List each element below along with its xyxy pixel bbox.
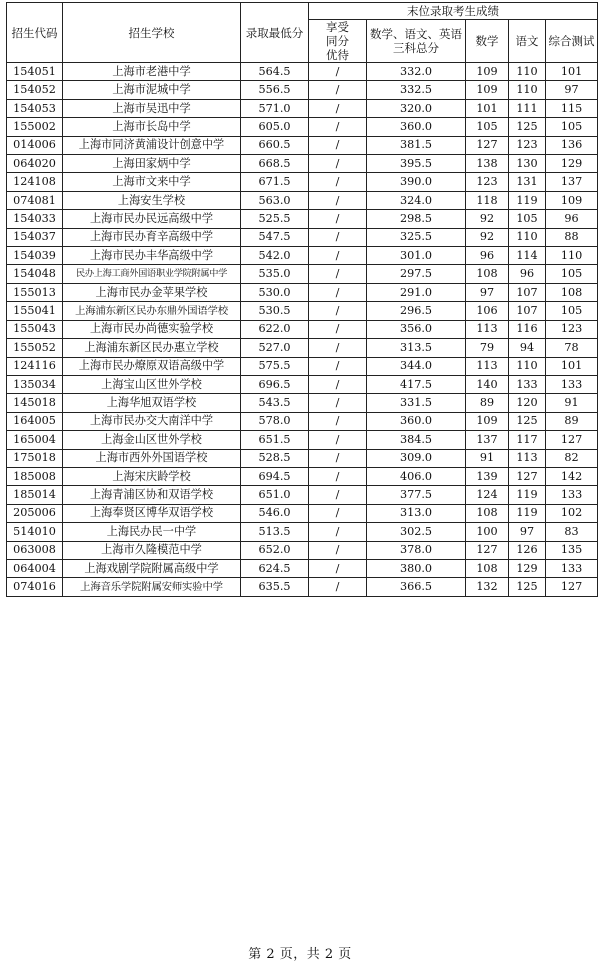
school-cell: 上海市民办金苹果学校	[63, 283, 241, 301]
comprehensive-cell: 83	[546, 523, 598, 541]
table-row	[7, 191, 598, 209]
three-subject-total-cell: 360.0	[367, 412, 466, 430]
school-cell: 上海安生学校	[63, 191, 241, 209]
code-cell: 145018	[7, 394, 63, 412]
table-row	[7, 394, 598, 412]
priority-cell: /	[309, 431, 367, 449]
chinese-cell: 114	[509, 247, 546, 265]
school-cell: 上海市民办丰华高级中学	[63, 247, 241, 265]
comprehensive-cell: 133	[546, 486, 598, 504]
min-score-cell: 527.0	[241, 339, 309, 357]
comprehensive-cell: 88	[546, 228, 598, 246]
code-cell: 154048	[7, 265, 63, 283]
chinese-cell: 96	[509, 265, 546, 283]
chinese-cell: 126	[509, 541, 546, 559]
math-cell: 108	[466, 265, 509, 283]
min-score-cell: 696.5	[241, 375, 309, 393]
code-cell: 154037	[7, 228, 63, 246]
comprehensive-cell: 129	[546, 155, 598, 173]
three-subject-total-cell: 332.0	[367, 63, 466, 81]
school-cell: 上海华旭双语学校	[63, 394, 241, 412]
table-row	[7, 81, 598, 99]
comprehensive-cell: 105	[546, 302, 598, 320]
chinese-cell: 131	[509, 173, 546, 191]
school-cell: 上海奉贤区博华双语学校	[63, 504, 241, 522]
code-cell: 154033	[7, 210, 63, 228]
three-subject-total-cell: 320.0	[367, 99, 466, 117]
math-cell: 101	[466, 99, 509, 117]
math-cell: 109	[466, 63, 509, 81]
min-score-cell: 635.5	[241, 578, 309, 596]
math-cell: 105	[466, 118, 509, 136]
comprehensive-cell: 115	[546, 99, 598, 117]
math-cell: 113	[466, 357, 509, 375]
code-cell: 155041	[7, 302, 63, 320]
math-cell: 113	[466, 320, 509, 338]
code-cell: 135034	[7, 375, 63, 393]
min-score-cell: 624.5	[241, 559, 309, 577]
math-cell: 127	[466, 541, 509, 559]
comprehensive-cell: 133	[546, 559, 598, 577]
min-score-cell: 651.5	[241, 431, 309, 449]
min-score-cell: 543.5	[241, 394, 309, 412]
math-cell: 137	[466, 431, 509, 449]
priority-cell: /	[309, 559, 367, 577]
priority-cell: /	[309, 265, 367, 283]
table-row	[7, 486, 598, 504]
school-cell: 上海市民办交大南洋中学	[63, 412, 241, 430]
three-subject-total-cell: 301.0	[367, 247, 466, 265]
header-comprehensive: 综合测试	[546, 20, 598, 63]
three-subject-total-cell: 291.0	[367, 283, 466, 301]
school-cell: 上海市西外外国语学校	[63, 449, 241, 467]
chinese-cell: 105	[509, 210, 546, 228]
chinese-cell: 119	[509, 504, 546, 522]
priority-cell: /	[309, 210, 367, 228]
chinese-cell: 125	[509, 578, 546, 596]
math-cell: 132	[466, 578, 509, 596]
math-cell: 108	[466, 504, 509, 522]
priority-cell: /	[309, 247, 367, 265]
school-cell: 上海民办民一中学	[63, 523, 241, 541]
min-score-cell: 535.0	[241, 265, 309, 283]
min-score-cell: 622.0	[241, 320, 309, 338]
comprehensive-cell: 96	[546, 210, 598, 228]
min-score-cell: 671.5	[241, 173, 309, 191]
code-cell: 124108	[7, 173, 63, 191]
code-cell: 154052	[7, 81, 63, 99]
comprehensive-cell: 101	[546, 357, 598, 375]
school-cell: 上海市长岛中学	[63, 118, 241, 136]
table-row	[7, 504, 598, 522]
admission-score-table	[6, 2, 598, 597]
table-row	[7, 578, 598, 596]
math-cell: 92	[466, 228, 509, 246]
math-cell: 123	[466, 173, 509, 191]
priority-cell: /	[309, 228, 367, 246]
priority-cell: /	[309, 357, 367, 375]
priority-cell: /	[309, 81, 367, 99]
three-subject-total-cell: 356.0	[367, 320, 466, 338]
school-cell: 上海浦东新区民办东鼎外国语学校	[63, 302, 241, 320]
table-row	[7, 118, 598, 136]
chinese-cell: 129	[509, 559, 546, 577]
table-row	[7, 357, 598, 375]
table-row	[7, 63, 598, 81]
school-cell: 上海市泥城中学	[63, 81, 241, 99]
chinese-cell: 110	[509, 228, 546, 246]
comprehensive-cell: 82	[546, 449, 598, 467]
table-row	[7, 320, 598, 338]
comprehensive-cell: 135	[546, 541, 598, 559]
priority-cell: /	[309, 173, 367, 191]
table-row	[7, 302, 598, 320]
comprehensive-cell: 110	[546, 247, 598, 265]
code-cell: 014006	[7, 136, 63, 154]
code-cell: 154051	[7, 63, 63, 81]
comprehensive-cell: 137	[546, 173, 598, 191]
math-cell: 124	[466, 486, 509, 504]
header-math: 数学	[466, 20, 509, 63]
table-row	[7, 265, 598, 283]
three-subject-total-cell: 296.5	[367, 302, 466, 320]
priority-cell: /	[309, 486, 367, 504]
math-cell: 108	[466, 559, 509, 577]
code-cell: 205006	[7, 504, 63, 522]
three-subject-total-cell: 313.5	[367, 339, 466, 357]
three-subject-total-cell: 298.5	[367, 210, 466, 228]
code-cell: 064020	[7, 155, 63, 173]
math-cell: 118	[466, 191, 509, 209]
min-score-cell: 546.0	[241, 504, 309, 522]
code-cell: 164005	[7, 412, 63, 430]
code-cell: 064004	[7, 559, 63, 577]
table-row	[7, 559, 598, 577]
school-cell: 上海金山区世外学校	[63, 431, 241, 449]
code-cell: 124116	[7, 357, 63, 375]
three-subject-total-cell: 378.0	[367, 541, 466, 559]
code-cell: 154039	[7, 247, 63, 265]
chinese-cell: 110	[509, 63, 546, 81]
comprehensive-cell: 142	[546, 467, 598, 485]
table-row	[7, 412, 598, 430]
three-subject-total-cell: 309.0	[367, 449, 466, 467]
math-cell: 92	[466, 210, 509, 228]
three-subject-total-cell: 384.5	[367, 431, 466, 449]
school-cell: 民办上海工商外国语职业学院附属中学	[63, 265, 241, 283]
code-cell: 185008	[7, 467, 63, 485]
math-cell: 106	[466, 302, 509, 320]
chinese-cell: 125	[509, 412, 546, 430]
school-cell: 上海田家炳中学	[63, 155, 241, 173]
school-cell: 上海青浦区协和双语学校	[63, 486, 241, 504]
min-score-cell: 513.5	[241, 523, 309, 541]
school-cell: 上海戏剧学院附属高级中学	[63, 559, 241, 577]
chinese-cell: 123	[509, 136, 546, 154]
chinese-cell: 130	[509, 155, 546, 173]
table-row	[7, 523, 598, 541]
table-row	[7, 155, 598, 173]
code-cell: 175018	[7, 449, 63, 467]
table-row	[7, 210, 598, 228]
code-cell: 155052	[7, 339, 63, 357]
math-cell: 139	[466, 467, 509, 485]
three-subject-total-cell: 381.5	[367, 136, 466, 154]
priority-cell: /	[309, 523, 367, 541]
min-score-cell: 556.5	[241, 81, 309, 99]
comprehensive-cell: 97	[546, 81, 598, 99]
math-cell: 100	[466, 523, 509, 541]
min-score-cell: 563.0	[241, 191, 309, 209]
header-three-subject-total: 数学、语文、英语三科总分	[367, 20, 466, 63]
comprehensive-cell: 105	[546, 265, 598, 283]
table-row	[7, 173, 598, 191]
min-score-cell: 530.5	[241, 302, 309, 320]
min-score-cell: 530.0	[241, 283, 309, 301]
code-cell: 185014	[7, 486, 63, 504]
three-subject-total-cell: 297.5	[367, 265, 466, 283]
chinese-cell: 97	[509, 523, 546, 541]
table-row	[7, 339, 598, 357]
min-score-cell: 694.5	[241, 467, 309, 485]
math-cell: 91	[466, 449, 509, 467]
comprehensive-cell: 105	[546, 118, 598, 136]
code-cell: 155002	[7, 118, 63, 136]
school-cell: 上海市民办燎原双语高级中学	[63, 357, 241, 375]
code-cell: 063008	[7, 541, 63, 559]
min-score-cell: 660.5	[241, 136, 309, 154]
math-cell: 138	[466, 155, 509, 173]
comprehensive-cell: 108	[546, 283, 598, 301]
comprehensive-cell: 133	[546, 375, 598, 393]
table-row	[7, 283, 598, 301]
three-subject-total-cell: 324.0	[367, 191, 466, 209]
page-footer: 第 2 页，共 2 页	[248, 947, 352, 962]
min-score-cell: 528.5	[241, 449, 309, 467]
priority-cell: /	[309, 504, 367, 522]
min-score-cell: 652.0	[241, 541, 309, 559]
comprehensive-cell: 101	[546, 63, 598, 81]
min-score-cell: 578.0	[241, 412, 309, 430]
table-row	[7, 136, 598, 154]
code-cell: 155013	[7, 283, 63, 301]
min-score-cell: 605.0	[241, 118, 309, 136]
chinese-cell: 110	[509, 357, 546, 375]
priority-cell: /	[309, 394, 367, 412]
table-row	[7, 449, 598, 467]
chinese-cell: 113	[509, 449, 546, 467]
min-score-cell: 525.5	[241, 210, 309, 228]
school-cell: 上海市民办育辛高级中学	[63, 228, 241, 246]
code-cell: 514010	[7, 523, 63, 541]
min-score-cell: 547.5	[241, 228, 309, 246]
comprehensive-cell: 102	[546, 504, 598, 522]
priority-cell: /	[309, 339, 367, 357]
school-cell: 上海宝山区世外学校	[63, 375, 241, 393]
table-row	[7, 541, 598, 559]
chinese-cell: 125	[509, 118, 546, 136]
priority-cell: /	[309, 155, 367, 173]
school-cell: 上海市吴迅中学	[63, 99, 241, 117]
min-score-cell: 575.5	[241, 357, 309, 375]
math-cell: 79	[466, 339, 509, 357]
three-subject-total-cell: 325.5	[367, 228, 466, 246]
math-cell: 109	[466, 81, 509, 99]
header-last-admitted-group: 末位录取考生成绩	[309, 3, 598, 20]
school-cell: 上海市同济黄浦设计创意中学	[63, 136, 241, 154]
code-cell: 154053	[7, 99, 63, 117]
min-score-cell: 571.0	[241, 99, 309, 117]
school-cell: 上海音乐学院附属安师实验中学	[63, 578, 241, 596]
comprehensive-cell: 91	[546, 394, 598, 412]
chinese-cell: 119	[509, 486, 546, 504]
three-subject-total-cell: 406.0	[367, 467, 466, 485]
header-min-score: 录取最低分	[241, 3, 309, 63]
table-row	[7, 247, 598, 265]
comprehensive-cell: 123	[546, 320, 598, 338]
priority-cell: /	[309, 283, 367, 301]
comprehensive-cell: 109	[546, 191, 598, 209]
three-subject-total-cell: 332.5	[367, 81, 466, 99]
comprehensive-cell: 127	[546, 578, 598, 596]
table-row	[7, 228, 598, 246]
table-row	[7, 467, 598, 485]
three-subject-total-cell: 302.5	[367, 523, 466, 541]
school-cell: 上海宋庆龄学校	[63, 467, 241, 485]
chinese-cell: 133	[509, 375, 546, 393]
priority-cell: /	[309, 412, 367, 430]
comprehensive-cell: 127	[546, 431, 598, 449]
chinese-cell: 111	[509, 99, 546, 117]
table-row	[7, 375, 598, 393]
header-chinese: 语文	[509, 20, 546, 63]
priority-cell: /	[309, 541, 367, 559]
priority-cell: /	[309, 99, 367, 117]
math-cell: 127	[466, 136, 509, 154]
chinese-cell: 127	[509, 467, 546, 485]
three-subject-total-cell: 366.5	[367, 578, 466, 596]
math-cell: 96	[466, 247, 509, 265]
math-cell: 109	[466, 412, 509, 430]
code-cell: 074016	[7, 578, 63, 596]
priority-cell: /	[309, 63, 367, 81]
header-school: 招生学校	[63, 3, 241, 63]
comprehensive-cell: 89	[546, 412, 598, 430]
school-cell: 上海市民办民远高级中学	[63, 210, 241, 228]
priority-cell: /	[309, 118, 367, 136]
school-cell: 上海浦东新区民办惠立学校	[63, 339, 241, 357]
chinese-cell: 116	[509, 320, 546, 338]
three-subject-total-cell: 344.0	[367, 357, 466, 375]
code-cell: 165004	[7, 431, 63, 449]
chinese-cell: 110	[509, 81, 546, 99]
code-cell: 074081	[7, 191, 63, 209]
header-priority: 享受同分优待	[309, 20, 367, 63]
header-code: 招生代码	[7, 3, 63, 63]
table-row	[7, 99, 598, 117]
chinese-cell: 107	[509, 283, 546, 301]
comprehensive-cell: 78	[546, 339, 598, 357]
code-cell: 155043	[7, 320, 63, 338]
priority-cell: /	[309, 191, 367, 209]
chinese-cell: 94	[509, 339, 546, 357]
three-subject-total-cell: 417.5	[367, 375, 466, 393]
chinese-cell: 119	[509, 191, 546, 209]
priority-cell: /	[309, 136, 367, 154]
three-subject-total-cell: 313.0	[367, 504, 466, 522]
min-score-cell: 668.5	[241, 155, 309, 173]
comprehensive-cell: 136	[546, 136, 598, 154]
table-body	[7, 63, 598, 597]
priority-cell: /	[309, 467, 367, 485]
math-cell: 140	[466, 375, 509, 393]
school-cell: 上海市民办尚德实验学校	[63, 320, 241, 338]
min-score-cell: 651.0	[241, 486, 309, 504]
math-cell: 97	[466, 283, 509, 301]
school-cell: 上海市久隆模范中学	[63, 541, 241, 559]
min-score-cell: 564.5	[241, 63, 309, 81]
priority-cell: /	[309, 320, 367, 338]
chinese-cell: 107	[509, 302, 546, 320]
school-cell: 上海市文来中学	[63, 173, 241, 191]
three-subject-total-cell: 395.5	[367, 155, 466, 173]
priority-cell: /	[309, 449, 367, 467]
three-subject-total-cell: 377.5	[367, 486, 466, 504]
math-cell: 89	[466, 394, 509, 412]
priority-cell: /	[309, 375, 367, 393]
three-subject-total-cell: 380.0	[367, 559, 466, 577]
priority-cell: /	[309, 578, 367, 596]
priority-cell: /	[309, 302, 367, 320]
table-row	[7, 431, 598, 449]
chinese-cell: 117	[509, 431, 546, 449]
three-subject-total-cell: 390.0	[367, 173, 466, 191]
three-subject-total-cell: 360.0	[367, 118, 466, 136]
three-subject-total-cell: 331.5	[367, 394, 466, 412]
min-score-cell: 542.0	[241, 247, 309, 265]
chinese-cell: 120	[509, 394, 546, 412]
school-cell: 上海市老港中学	[63, 63, 241, 81]
